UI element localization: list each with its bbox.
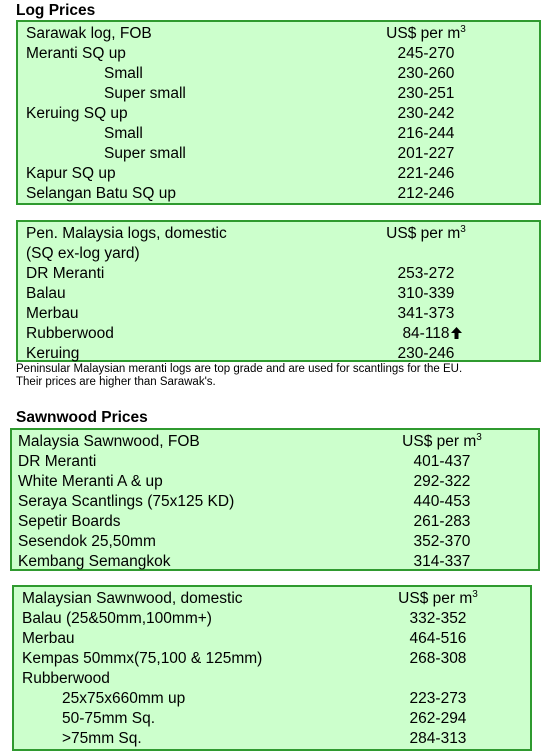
- row-label: Merbau: [26, 305, 79, 322]
- row-value: 464-516: [409, 630, 467, 647]
- row-label: Balau: [26, 285, 66, 302]
- table-row: [12, 492, 538, 512]
- table-row: [18, 344, 539, 364]
- unit-header: US$ per $m^3$: [402, 431, 482, 450]
- sarawak-log-price-table: [16, 20, 541, 205]
- table-header-label: Malaysian Sawnwood, domestic: [22, 590, 243, 607]
- sawnwood-fob-price-table: [10, 428, 540, 571]
- unit-header: US$ per $m^3$: [386, 223, 466, 242]
- table-row: [12, 472, 538, 492]
- row-value: 261-283: [413, 513, 471, 530]
- table-row: [12, 512, 538, 532]
- table-row: [18, 84, 539, 104]
- section-title-log-prices: Log Prices: [16, 2, 96, 19]
- table-header-label: Pen. Malaysia logs, domestic: [26, 225, 227, 242]
- footnote: [16, 363, 541, 389]
- table-row: [18, 284, 539, 304]
- sawnwood-domestic-price-table: [12, 585, 532, 751]
- row-label: Seraya Scantlings (75x125 KD): [18, 493, 235, 510]
- row-value: 262-294: [409, 710, 467, 727]
- row-label: Small: [104, 125, 143, 142]
- table-header-label: Malaysia Sawnwood, FOB: [18, 433, 200, 450]
- row-label: Keruing SQ up: [26, 105, 128, 122]
- row-value: 84-118: [372, 324, 492, 344]
- row-value: 230-260: [397, 65, 455, 82]
- row-value: 230-251: [397, 85, 455, 102]
- table-row: [14, 649, 530, 669]
- row-value: 284-313: [409, 730, 467, 747]
- row-value: 314-337: [413, 553, 471, 570]
- row-value: 253-272: [397, 265, 455, 282]
- table-row: [18, 304, 539, 324]
- row-label: DR Meranti: [26, 265, 105, 282]
- row-label: Meranti SQ up: [26, 45, 126, 62]
- table-row: [14, 709, 530, 729]
- row-label: 25x75x660mm up: [62, 690, 186, 707]
- row-value: 352-370: [413, 533, 471, 550]
- row-value: 216-244: [397, 125, 455, 142]
- footnote-line-2: Their prices are higher than Sarawak's.: [16, 376, 216, 388]
- table-row: [12, 452, 538, 472]
- row-label: Small: [104, 65, 143, 82]
- table-header: [12, 432, 538, 452]
- unit-header: US$ per $m^3$: [386, 23, 466, 42]
- table-row: [12, 532, 538, 552]
- table-row: [14, 669, 530, 689]
- table-header-sub: [18, 244, 539, 264]
- table-header: [18, 224, 539, 244]
- table-row: [18, 64, 539, 84]
- table-row: [18, 44, 539, 64]
- table-row: [18, 184, 539, 204]
- table-row: [14, 729, 530, 749]
- table-row: [12, 552, 538, 572]
- row-label: 50-75mm Sq.: [62, 710, 156, 727]
- row-label: Rubberwood: [22, 670, 110, 687]
- row-label: Kapur SQ up: [26, 165, 116, 182]
- row-label: Merbau: [22, 630, 75, 647]
- row-label: Balau (25&50mm,100mm+): [22, 610, 212, 627]
- row-value: 230-246: [397, 345, 455, 362]
- row-value: 201-227: [397, 145, 455, 162]
- table-header: [14, 589, 530, 609]
- table-row: [18, 124, 539, 144]
- table-row: [14, 609, 530, 629]
- row-value: 230-242: [397, 105, 455, 122]
- row-label: Keruing: [26, 345, 80, 362]
- row-value: 440-453: [413, 493, 471, 510]
- row-value: 221-246: [397, 165, 455, 182]
- footnote-line-1: Peninsular Malaysian meranti logs are top grade and are used for scantlings for the EU.: [16, 363, 463, 375]
- row-label: DR Meranti: [18, 453, 97, 470]
- table-header-label-2: (SQ ex-log yard): [26, 245, 140, 262]
- row-value: 310-339: [397, 285, 455, 302]
- table-row: [18, 324, 539, 344]
- row-label: >75mm Sq.: [62, 730, 142, 747]
- peninsular-log-price-table: [16, 220, 541, 362]
- unit-header: US$ per $m^3$: [398, 588, 478, 607]
- row-value: 223-273: [409, 690, 467, 707]
- table-header-label: Sarawak log, FOB: [26, 25, 152, 42]
- row-value: 292-322: [413, 473, 471, 490]
- row-label: Kempas 50mmx(75,100 & 125mm): [22, 650, 263, 667]
- row-value: 341-373: [397, 305, 455, 322]
- row-label: Sesendok 25,50mm: [18, 533, 156, 550]
- row-label: Super small: [104, 85, 186, 102]
- row-label: Selangan Batu SQ up: [26, 185, 176, 202]
- table-header: [18, 24, 539, 44]
- row-label: Sepetir Boards: [18, 513, 121, 530]
- table-row: [18, 104, 539, 124]
- table-row: [18, 264, 539, 284]
- row-value: 401-437: [413, 453, 471, 470]
- row-label: Super small: [104, 145, 186, 162]
- table-row: [14, 629, 530, 649]
- section-title-sawnwood-prices: Sawnwood Prices: [16, 409, 148, 426]
- row-value: 268-308: [409, 650, 467, 667]
- row-label: White Meranti A & up: [18, 473, 163, 490]
- table-row: [18, 144, 539, 164]
- row-value: 245-270: [397, 45, 455, 62]
- up-arrow-icon: [451, 324, 462, 344]
- row-label: Rubberwood: [26, 325, 114, 342]
- table-row: [18, 164, 539, 184]
- row-value: 332-352: [409, 610, 467, 627]
- table-row: [14, 689, 530, 709]
- row-value: 212-246: [397, 185, 455, 202]
- row-label: Kembang Semangkok: [18, 553, 171, 570]
